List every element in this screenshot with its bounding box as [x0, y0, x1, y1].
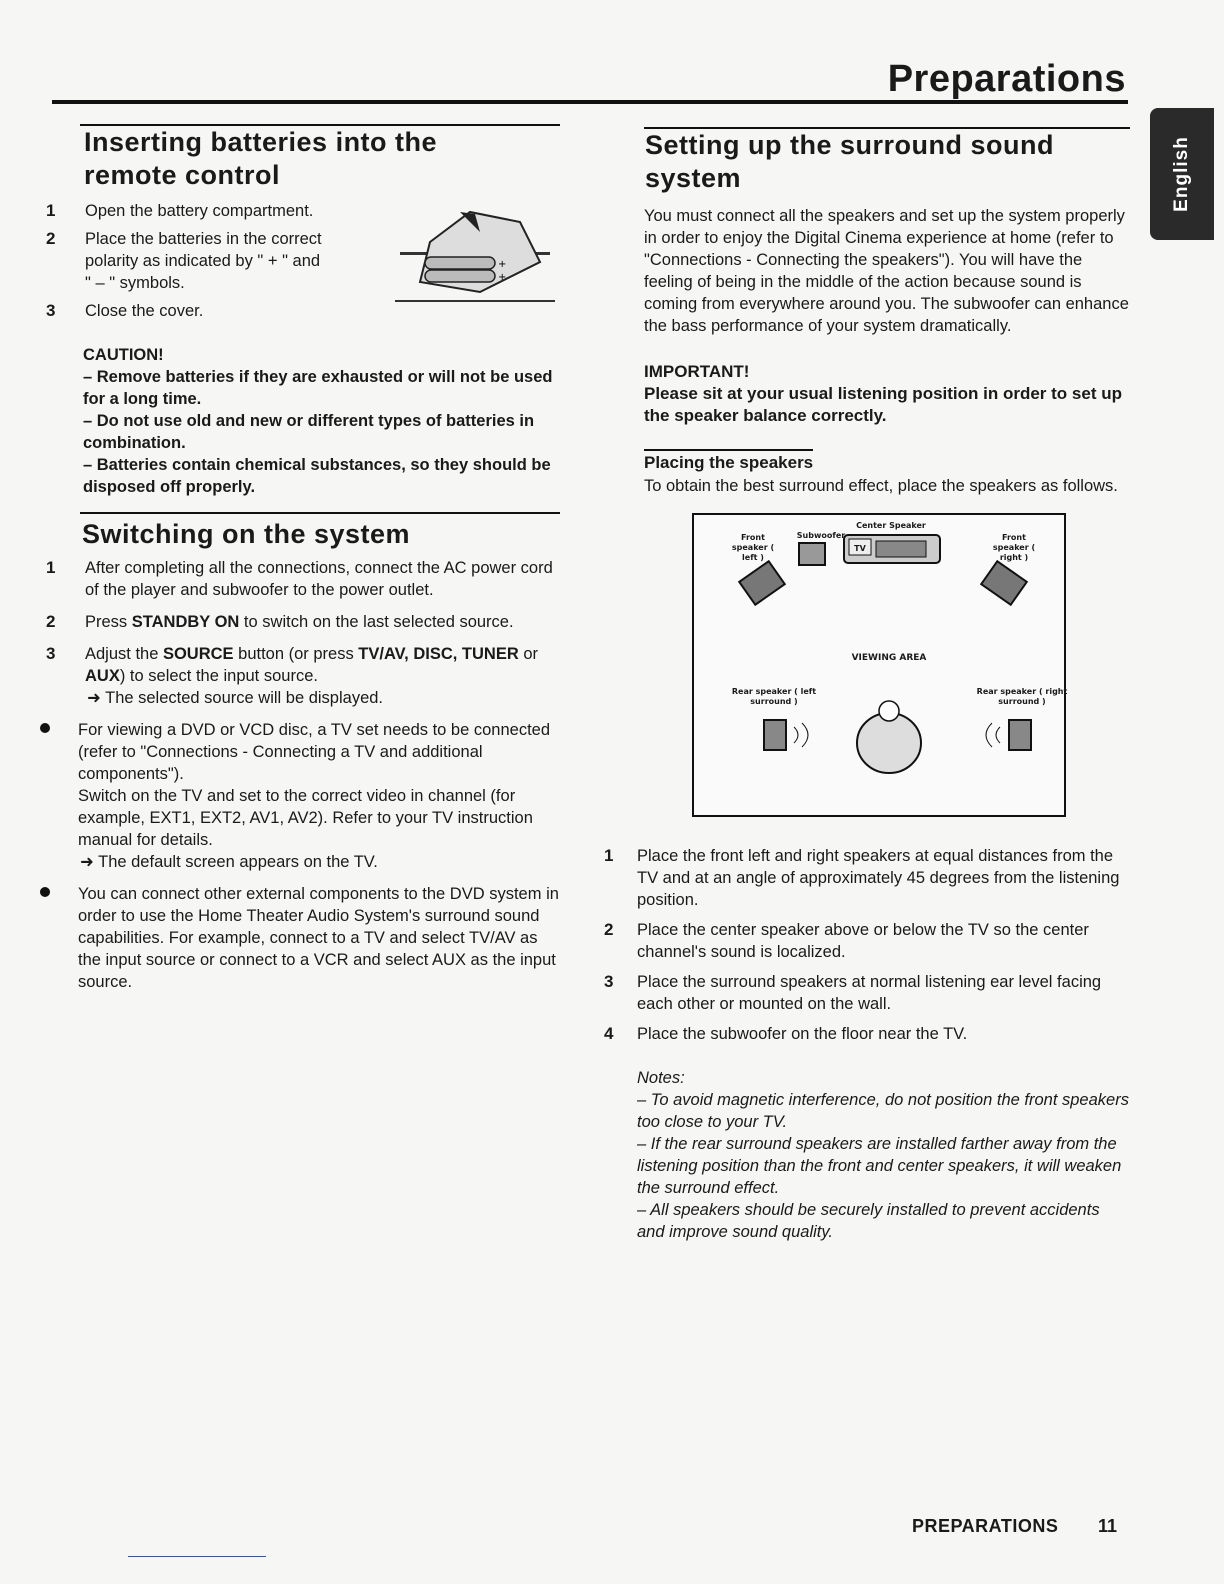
step-text: to switch on the last selected source.	[239, 613, 514, 631]
step-number: 1	[46, 558, 56, 577]
list-item	[40, 557, 560, 601]
bullet-text: Switch on the TV and set to the correct video in channel (for example, EXT1, EXT2, AV1, AV2). Refer to your TV instruction manual for details.	[78, 787, 533, 849]
step-number: 2	[46, 229, 56, 248]
footer-label: PREPARATIONS	[912, 1516, 1059, 1536]
subwoofer-label: Subwoofer	[796, 531, 846, 540]
note-line: – To avoid magnetic interference, do not position the front speakers too close to your TV.	[637, 1091, 1129, 1131]
source-label: SOURCE	[162, 645, 234, 663]
key-names: TV/AV, DISC, TUNER	[358, 645, 519, 663]
list-item	[40, 200, 560, 222]
notes-title: Notes:	[637, 1069, 685, 1087]
list-item	[40, 300, 560, 322]
note-line: – All speakers should be securely installed to prevent accidents and improve sound quality.	[637, 1201, 1100, 1241]
page-title: Preparations	[887, 58, 1126, 100]
important-title: IMPORTANT!	[644, 362, 750, 381]
section-rule	[80, 512, 560, 514]
language-label: English	[1171, 136, 1192, 212]
step-text: Open the battery compartment.	[85, 202, 314, 220]
surround-heading: Setting up the surround sound system	[645, 130, 1054, 193]
list-item	[600, 1023, 1130, 1045]
list-item	[40, 228, 325, 294]
step-text: After completing all the connections, connect the AC power cord of the player and subwoofer to the power outlet.	[85, 559, 553, 599]
list-item	[40, 611, 560, 633]
list-item	[40, 643, 560, 709]
step-number: 1	[46, 201, 56, 220]
language-tab	[1150, 108, 1214, 240]
list-item	[600, 919, 1130, 963]
standby-on-label: STANDBY ON	[131, 613, 240, 631]
step-text: Place the center speaker above or below the TV so the center channel's sound is localized.	[637, 921, 1089, 961]
right-column	[600, 110, 1130, 1243]
step-text: Place the front left and right speakers at equal distances from the TV and at an angle of approximately 45 degrees from the listening position.	[637, 847, 1120, 909]
step-text: Place the surround speakers at normal listening ear level facing each other or mounted on the wall.	[637, 973, 1102, 1013]
step-text: ) to select the input source.	[119, 667, 318, 685]
front-right-label: Front speaker ( right )	[992, 533, 1036, 562]
bullet-icon	[40, 723, 50, 733]
step-number: 3	[46, 301, 56, 320]
svg-text:+: +	[498, 259, 507, 270]
bullet-text: You can connect other external components to the DVD system in order to use the Home Theater Audio System's surround sound capabilities. For example, connect to a TV and select TV/AV as the input source or connect to a VCR and select AUX as the input source.	[78, 885, 559, 991]
step-text: Close the cover.	[85, 302, 204, 320]
viewing-area-label: VIEWING AREA	[851, 653, 927, 663]
result-line: ➜ The selected source will be displayed.	[87, 689, 384, 707]
list-item	[600, 971, 1130, 1015]
step-text: Press	[85, 613, 132, 631]
placing-heading: Placing the speakers	[644, 449, 813, 473]
result-line: ➜ The default screen appears on the TV.	[80, 853, 378, 871]
surround-intro: You must connect all the speakers and set up the system properly in order to enjoy the Digital Cinema experience at home (refer to "Connections - Connecting the speakers"). You will have the feeling of being in the middle of the action because sound is coming from everywhere around you. The subwoofer can enhance the bass performance of your system dramatically.	[644, 207, 1129, 335]
step-text: Place the subwoofer on the floor near the TV.	[637, 1025, 968, 1043]
rear-left-label: Rear speaker ( left surround )	[731, 687, 817, 706]
left-column	[40, 110, 560, 993]
switching-heading: Switching on the system	[82, 519, 411, 549]
step-number: 1	[604, 846, 614, 865]
bullet-icon	[40, 887, 50, 897]
step-number: 2	[46, 612, 56, 631]
footer-link-line	[128, 1556, 266, 1557]
footer-section-label	[912, 1516, 1058, 1537]
front-left-label: Front speaker ( left )	[731, 533, 775, 562]
header-rule	[52, 100, 1128, 104]
step-text: or	[518, 645, 539, 663]
step-text: Adjust the	[85, 645, 163, 663]
caution-line: – Do not use old and new or different types of batteries in combination.	[83, 412, 535, 452]
rear-right-label: Rear speaker ( right surround )	[976, 687, 1068, 706]
aux-label: AUX	[85, 667, 120, 685]
speaker-placement-diagram	[692, 513, 1066, 817]
center-speaker-label: Center Speaker	[856, 521, 926, 530]
caution-title: CAUTION!	[83, 346, 164, 364]
step-number: 2	[604, 920, 614, 939]
list-item	[40, 719, 560, 873]
caution-block	[40, 344, 560, 498]
batteries-heading: Inserting batteries into the remote control	[84, 127, 438, 190]
caution-line: – Batteries contain chemical substances, so they should be disposed off properly.	[83, 456, 551, 496]
step-number: 4	[604, 1024, 614, 1043]
notes-block	[600, 1067, 1130, 1243]
svg-text:+: +	[498, 272, 507, 283]
step-number: 3	[46, 644, 56, 663]
step-text: Place the batteries in the correct polarity as indicated by " + " and " – " symbols.	[85, 230, 322, 292]
placing-intro: To obtain the best surround effect, place the speakers as follows.	[644, 477, 1118, 495]
bullet-text: For viewing a DVD or VCD disc, a TV set needs to be connected (refer to "Connections - Connecting a TV and additional components").	[78, 721, 551, 783]
list-item	[40, 883, 560, 993]
step-number: 3	[604, 972, 614, 991]
caution-line: – Remove batteries if they are exhausted or will not be used for a long time.	[83, 368, 553, 408]
page-number: 11	[1098, 1516, 1118, 1536]
important-text: Please sit at your usual listening position in order to set up the speaker balance correctly.	[644, 384, 1122, 425]
step-text: button (or press	[233, 645, 359, 663]
list-item	[600, 845, 1130, 911]
note-line: – If the rear surround speakers are installed farther away from the listening position than the front and center speakers, it will weaken the surround effect.	[637, 1135, 1122, 1197]
tv-label: TV	[854, 544, 866, 553]
